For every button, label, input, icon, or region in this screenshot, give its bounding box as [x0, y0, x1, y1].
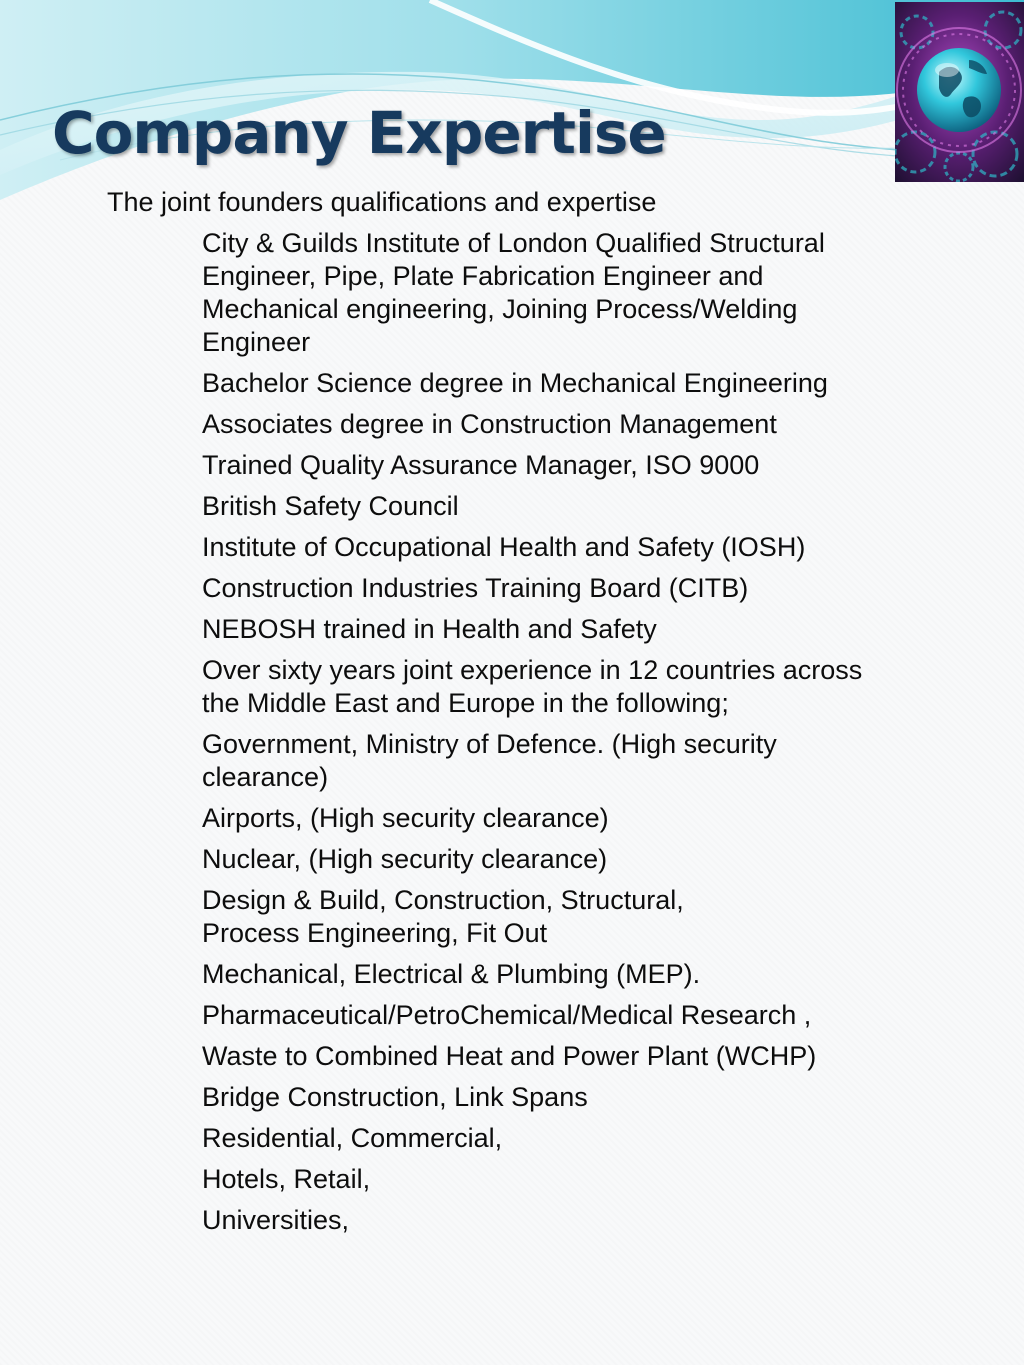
list-item: Design & Build, Construction, Structural, Process Engineering, Fit Out [202, 885, 684, 948]
list-item: NEBOSH trained in Health and Safety [202, 614, 657, 644]
list-item: Associates degree in Construction Management [202, 409, 777, 439]
subtitle: The joint founders qualifications and expertise [107, 187, 657, 217]
list-item: Government, Ministry of Defence. (High security clearance) [202, 729, 777, 792]
list-item: Universities, [202, 1205, 350, 1235]
expertise-list [202, 227, 992, 1245]
list-item: Institute of Occupational Health and Safety (IOSH) [202, 532, 806, 562]
list-item: Trained Quality Assurance Manager, ISO 9000 [202, 450, 760, 480]
list-item: Pharmaceutical/PetroChemical/Medical Research , [202, 1000, 812, 1030]
list-item: Hotels, Retail, [202, 1164, 371, 1194]
list-item: Bachelor Science degree in Mechanical Engineering [202, 368, 828, 398]
list-item: Mechanical, Electrical & Plumbing (MEP). [202, 959, 701, 989]
list-item: Waste to Combined Heat and Power Plant (WCHP) [202, 1041, 817, 1071]
list-item: British Safety Council [202, 491, 459, 521]
list-item: City & Guilds Institute of London Qualified Structural Engineer, Pipe, Plate Fabrication Engineer and Mechanical engineering, Joining Process/Welding Engineer [202, 228, 825, 357]
list-item: Airports, (High security clearance) [202, 803, 609, 833]
page-title: Company Expertise [52, 99, 666, 167]
list-item: Bridge Construction, Link Spans [202, 1082, 588, 1112]
list-item: Residential, Commercial, [202, 1123, 503, 1153]
list-item: Over sixty years joint experience in 12 countries across the Middle East and Europe in the following; [202, 655, 863, 718]
globe-gears-icon [895, 2, 1024, 182]
list-item: Nuclear, (High security clearance) [202, 844, 608, 874]
list-item: Construction Industries Training Board (CITB) [202, 573, 749, 603]
